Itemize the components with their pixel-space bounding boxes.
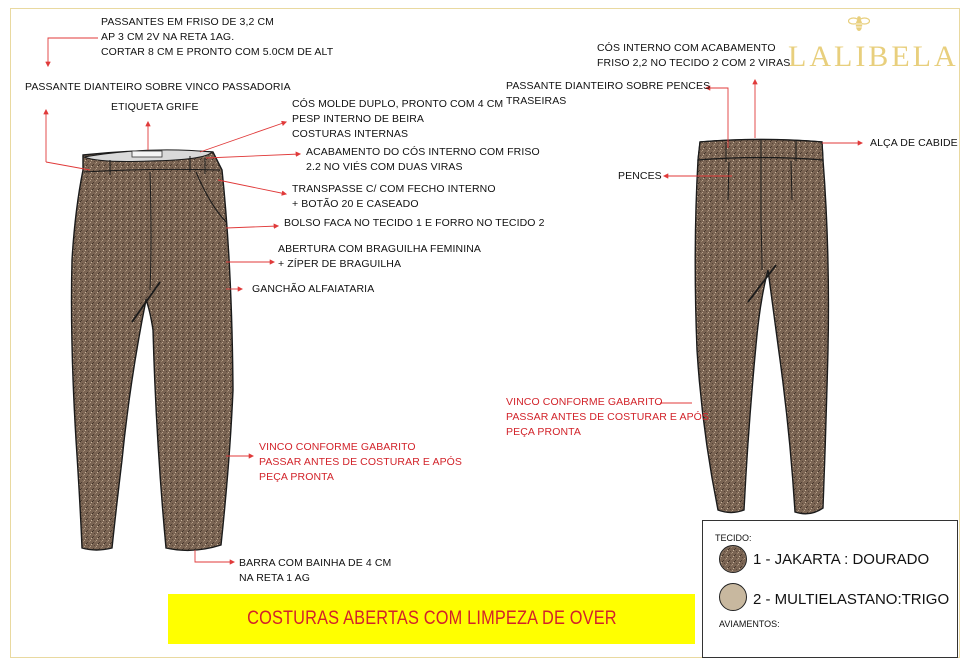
front-label — [132, 151, 162, 157]
fabric-swatch-2 — [719, 583, 747, 611]
note-front-loop-darts: PASSANTE DIANTEIRO SOBRE PENCES TRASEIRAS — [506, 80, 711, 107]
brand-logo — [848, 14, 870, 39]
fabric-swatch-1 — [719, 545, 747, 573]
note-fly: ABERTURA COM BRAGUILHA FEMININA + ZÍPER DE BRAGUILHA — [278, 243, 482, 270]
note-pocket: BOLSO FACA NO TECIDO 1 E FORRO NO TECIDO 2 — [284, 217, 545, 229]
back-view-trouser — [695, 140, 828, 514]
note-waistband-finish: ACABAMENTO DO CÓS INTERNO COM FRISO 2.2 NO VIÉS COM DUAS VIRAS — [306, 146, 540, 173]
note-hanger-loop: ALÇA DE CABIDE — [870, 137, 958, 149]
seam-finish-banner — [168, 594, 695, 644]
fabric-name-2: 2 - MULTIELASTANO:TRIGO — [753, 591, 950, 608]
note-back-crease: VINCO CONFORME GABARITO PASSAR ANTES DE COSTURAR E APÓS PEÇA PRONTA — [506, 396, 710, 438]
legend-trims-label: AVIAMENTOS: — [719, 619, 780, 629]
note-hem: BARRA COM BAINHA DE 4 CM NA RETA 1 AG — [239, 557, 392, 584]
note-belt-loops: PASSANTES EM FRISO DE 3,2 CM AP 3 CM 2V NA RETA 1AG. CORTAR 8 CM E PRONTO COM 5.0CM DE ALT — [101, 16, 334, 58]
banner-text: COSTURAS ABERTAS COM LIMPEZA DE OVER — [246, 608, 617, 629]
note-inner-waistband: CÓS INTERNO COM ACABAMENTO FRISO 2,2 NO TECIDO 2 COM 2 VIRAS — [597, 42, 791, 69]
note-hook: GANCHÃO ALFAIATARIA — [252, 283, 375, 295]
fabric-legend — [702, 520, 958, 658]
brand-name: LALIBELA — [788, 40, 959, 73]
fabric-name-1: 1 - JAKARTA : DOURADO — [753, 551, 930, 568]
bee-icon — [848, 14, 870, 34]
legend-fabric-label: TECIDO: — [715, 533, 752, 543]
note-overlap: TRANSPASSE C/ COM FECHO INTERNO + BOTÃO 20 E CASEADO — [292, 183, 496, 210]
note-darts: PENCES — [618, 170, 662, 182]
back-trouser-body — [695, 140, 828, 514]
note-label: ETIQUETA GRIFE — [111, 101, 199, 113]
note-front-crease: VINCO CONFORME GABARITO PASSAR ANTES DE COSTURAR E APÓS PEÇA PRONTA — [259, 441, 463, 483]
front-trouser-body — [72, 151, 234, 551]
front-view-trouser — [72, 150, 234, 551]
note-front-loop: PASSANTE DIANTEIRO SOBRE VINCO PASSADORIA — [25, 81, 291, 93]
note-waistband: CÓS MOLDE DUPLO, PRONTO COM 4 CM PESP INTERNO DE BEIRA COSTURAS INTERNAS — [292, 98, 504, 140]
